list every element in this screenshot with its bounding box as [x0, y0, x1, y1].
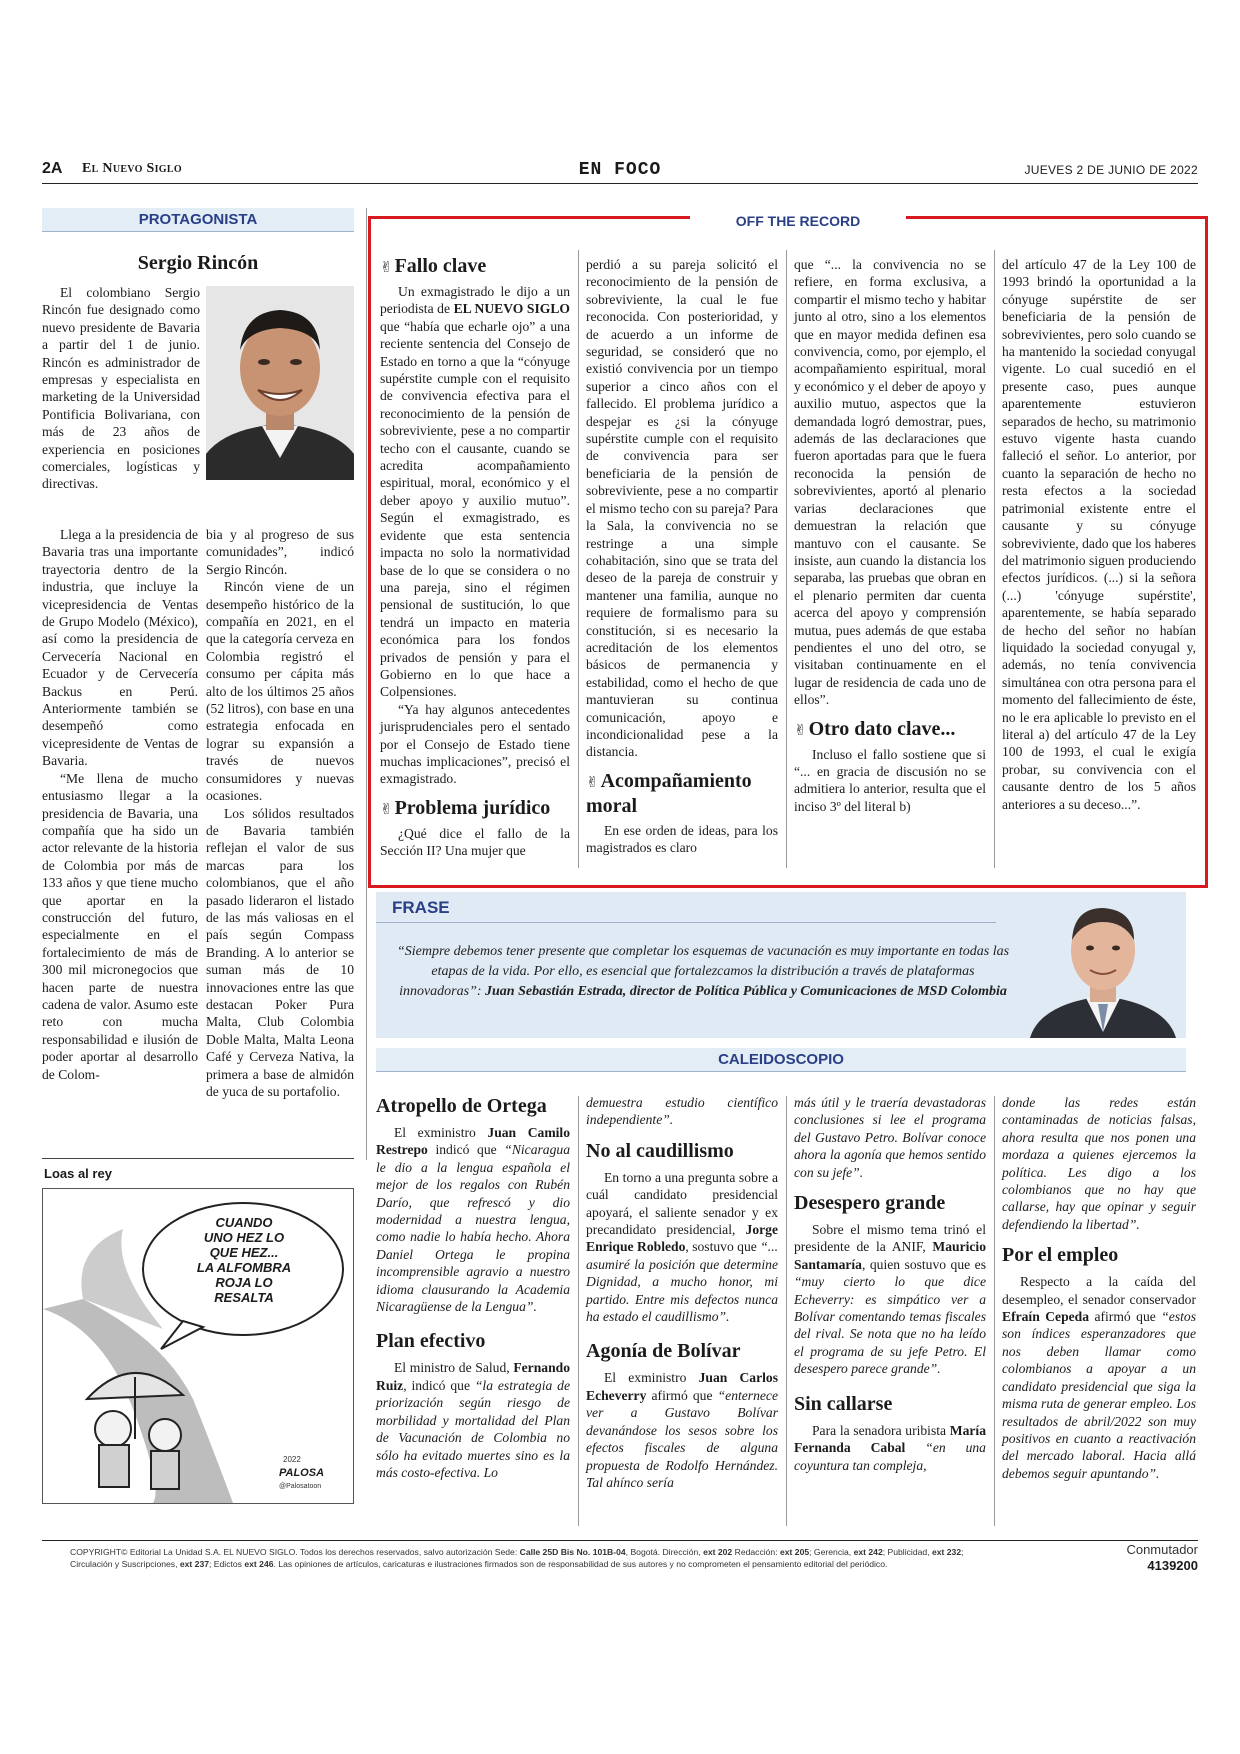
- text: . Las opiniones de artículos, caricaturas e ilustraciones firmados son de responsabilidad de sus autores y no comprometen el pensamiento editorial del periódico.: [273, 1559, 888, 1569]
- switchboard-number: 4139200: [1147, 1558, 1198, 1573]
- otr-subhead: [794, 717, 986, 742]
- text: ; Gerencia,: [809, 1547, 854, 1557]
- text: COPYRIGHT: [70, 1547, 122, 1557]
- protagonista-tag: PROTAGONISTA: [42, 208, 354, 232]
- off-the-record-title: OFF THE RECORD: [690, 213, 906, 229]
- paragraph: [586, 1169, 778, 1326]
- text: , Bogotá. Dirección,: [625, 1547, 704, 1557]
- column-rule: [994, 1096, 995, 1526]
- text: Circulación y Suscripciones,: [70, 1559, 180, 1569]
- quote: demuestra estudio científico independiente”.: [586, 1095, 778, 1128]
- cal-col2: [586, 1094, 778, 1491]
- cal-subhead: No al caudillismo: [586, 1139, 734, 1162]
- frase-title: FRASE: [392, 898, 450, 917]
- section-title: EN FOCO: [578, 160, 662, 180]
- paragraph: En ese orden de ideas, para los magistrados es claro: [586, 822, 778, 856]
- paragraph: [376, 1124, 570, 1315]
- paragraph: [586, 1094, 778, 1129]
- extension: ext 237: [179, 1559, 210, 1569]
- quote-text: [392, 942, 1014, 1002]
- quote-author: Juan Sebastián Estrada, director de Política Pública y Comunicaciones de MSD Colombia: [481, 984, 1007, 999]
- cal-subhead: Sin callarse: [794, 1392, 893, 1415]
- speech-line: LA ALFOMBRA: [196, 1260, 292, 1275]
- paragraph: que “... la convivencia no se refiere, en forma exclusiva, a compartir el mismo techo y habitar junto al otro, sino a los elementos que en mayor medida definen esa convivencia, como, por ejemplo, el acompañamiento espiritual, moral y económico y el deber de apoyo y auxilio mutuo, aspectos que la demandada logró demostrar, pues, además de las declaraciones que fueron aportadas para que le fuera reconocida la pensión de sobrevivientes, aportó al plenario varias declaraciones que demuestran la relación que mantuvo con el causante. Se insiste, aun cuando la distancia los separaba, las pruebas que obran en el plenario permiten dar cuenta acerca del apoyo y comprensión mutua, pues además de que estaba pendientes el uno del otro, se visitaban continuamente en el lugar de residencia de cada uno de ellos”.: [794, 257, 986, 708]
- cartoonist-signature: PALOSA: [279, 1467, 325, 1479]
- text: El exministro: [604, 1370, 699, 1386]
- quote: “enternece ver a Gustavo Bolívar devanándose los sesos sobre los efectos fiscales de alguna propuesta de Rodolfo Hernández. Tal ahínco sería: [586, 1387, 778, 1490]
- text: Respecto a la caída del desempleo, el senador conservador: [1002, 1274, 1196, 1307]
- extension: ext 205: [780, 1547, 810, 1557]
- quote: “en una coyuntura tan compleja,: [794, 1440, 986, 1473]
- subhead-text: Otro dato clave...: [808, 717, 956, 740]
- text: Editorial La Unidad S.A. EL NUEVO SIGLO. Todos los derechos reservados, salvo autorización Sede:: [127, 1547, 520, 1557]
- cal-subhead: Desespero grande: [794, 1192, 946, 1215]
- column-rule: [366, 208, 367, 1160]
- quote: “muy cierto lo que dice Echeverry: es simpático ver a Bolívar comentando temas fiscales del rival. Se nota que no ha leído el programa de su jefe Petro. El desespero parece grande”.: [794, 1274, 986, 1377]
- paragraph: Incluso el fallo sostiene que si “... en gracia de discusión no se admitiera lo anterior, resulta que el inciso 3º del literal b): [794, 746, 986, 814]
- column-rule: [578, 250, 579, 868]
- paragraph: Rincón viene de un desempeño histórico de la compañía en 2021, en el que la categoría cerveza en Colombia registró el consumo per cápita más alto de los últimos 25 años (52 litros), con base en una estrategia enfocada en lograr su expansión a través de nuevos consumidores y nuevas ocasiones.: [206, 579, 354, 804]
- speech-line: QUE HEZ...: [209, 1245, 279, 1260]
- paragraph: del artículo 47 de la Ley 100 de 1993 brindó la oportunidad a la cónyuge supérstite de ser beneficiaria de la pensión de sobrevivientes, pero solo cuando se ha mantenido la sociedad conyugal vigente. Lo cual sucedió en el presente caso, pues aunque aparentemente estuvieron separados de hecho, su matrimonio estuvo vigente hasta cuando falleció el señor. Lo anterior, por cuanto la separación de hecho no resta efectos a la sociedad patrimonial existente entre el causante y su cónyuge sobreviviente, dado que los haberes del matrimonio siguen produciendo efectos jurídicos. (...) si la señora (...) 'cónyuge supérstite', aparentemente, se había separado de hecho del señor no habían liquidado la sociedad conyugal y, además, no tenía convivencia simultánea con otra persona para el momento del fallecimiento de éste, no le era aplicable lo previsto en el literal a) del artículo 47 de la Ley 100 de 1993, el cual le exigía probar, su convivencia con el causante dentro de los 5 años anteriores a su deceso...”.: [1002, 257, 1196, 812]
- quote: “la estrategia de priorización según riesgo de morbilidad y mortalidad del Plan de Vacunación de Colombia no sólo ha evitado muertes sino es la más costo-efectiva. Lo: [376, 1377, 570, 1480]
- paragraph: [794, 1221, 986, 1378]
- text: Para la senadora uribista: [812, 1422, 950, 1438]
- paragraph: [1002, 1094, 1196, 1233]
- extension: ext 242: [853, 1547, 883, 1557]
- paragraph: perdió a su pareja solicitó el reconocimiento de la pensión de sobreviviente, la cual le fue reconocida. Con posterioridad, y de acuerdo a un informe de seguridad, se consideró que no existió convivencia por un tiempo superior a cinco años con el fallecido. El problema jurídico a despejar es ¿si la cónyuge supérstite cumple con el requisito de convivencia para ser beneficiaria de la pensión de sobreviviente, pese a no compartir el mismo techo con su pareja? Para la Sala, la convivencia no se restringe a una simple cohabitación, sino que se trata del deseo de la pareja de construir y mantener una familia, aunque no requiere de formalismo para su constitución, si es necesario la acreditación de los elementos básicos de permanencia y estabilidad, como el hecho de que mantuvieran su continua comunicación, apoyo e incondicionalidad pese a la distancia.: [586, 257, 778, 760]
- quote: “Nicaragua le dio a la lengua española el mejor de los regalos con Rubén Darío, que refrescó y dio modernidad a nuestra lengua, como nadie lo había hecho. Ahora Daniel Ortega le propina incomprensible agravio a nuestro idioma clausurando la Academia Nicaragüense de la Lengua”.: [376, 1142, 570, 1315]
- text: indicó que: [427, 1142, 505, 1158]
- portrait-illustration: [206, 286, 354, 480]
- cartoonist-handle: @Palosatoon: [279, 1483, 322, 1490]
- cal-col1: [376, 1094, 570, 1481]
- person-name: Mauricio Santamaría: [794, 1239, 986, 1272]
- person-name: María Fernanda Cabal: [794, 1422, 986, 1456]
- protagonist-name: Sergio Rincón: [137, 252, 259, 274]
- text: Un exmagistrado le dijo a un periodista de: [380, 284, 570, 317]
- text: El exministro: [394, 1125, 488, 1140]
- paragraph: El colombiano Sergio Rincón fue designado como nuevo presidente de Bavaria a partir del 1 de junio. Rincón es administrador de empresas y especialista en marketing de la Universidad Pontificia Bolivariana, con más de 23 años de experiencia en posiciones comerciales, logísticas y directivas.: [42, 285, 200, 492]
- protagonista-col2: [206, 526, 354, 1100]
- frase-rule: [376, 922, 996, 923]
- column-rule: [786, 250, 787, 868]
- address: Calle 25D Bis No. 101B-04: [519, 1547, 626, 1557]
- protagonista-col1: [42, 526, 198, 1083]
- newspaper-name: EL NUEVO SIGLO: [453, 301, 570, 317]
- speech-line: RESALTA: [214, 1290, 274, 1305]
- hand-icon: ✌: [380, 799, 393, 818]
- text: En torno a una pregunta sobre a cuál candidato presidencial apoyará, el saliente senador y ex precandidato presidencial,: [586, 1169, 778, 1238]
- paragraph: [380, 283, 570, 701]
- extension: ext 246: [244, 1559, 274, 1569]
- speech-line: CUANDO: [215, 1215, 273, 1230]
- text: Sobre el mismo tema trinó el presidente de la ANIF,: [794, 1222, 986, 1255]
- text: , quien sostuvo que es: [861, 1256, 986, 1272]
- masthead: El Nuevo Siglo: [82, 161, 182, 176]
- column-rule: [994, 250, 995, 868]
- paragraph: [794, 1094, 986, 1181]
- otr-col3: [794, 256, 986, 815]
- paragraph: “Ya hay algunos antecedentes jurisprudenciales pero el sentado por el Consejo de Estado tiene muchas implicaciones”, precisó el exmagistrado.: [380, 701, 570, 787]
- page-number: 2A: [42, 160, 63, 177]
- paragraph: Llega a la presidencia de Bavaria tras una importante trayectoria dentro de la industria, que incluye la vicepresidencia de Ventas de Grupo Modelo (México), así como la presidencia de Cervecería Nacional en Ecuador y de Cervecería Backus en Perú. Anteriormente también se desempeñó como vicepresidente de Ventas de Bavaria.: [42, 527, 198, 769]
- otr-subhead: [380, 796, 570, 821]
- quote: más útil y le traería devastadoras conclusiones si lee el programa del Gustavo Petro. Bolívar conoce ahora la agonía que hemos sentido con su jefe”.: [794, 1095, 986, 1180]
- extension: ext 232: [931, 1547, 962, 1557]
- subhead-text: Acompañamiento moral: [586, 769, 752, 817]
- paragraph: [586, 1369, 778, 1491]
- paragraph: [1002, 1273, 1196, 1482]
- subhead-text: Problema jurídico: [394, 796, 551, 819]
- cartoon-speech: [179, 1215, 309, 1305]
- subhead-text: Fallo clave: [394, 255, 487, 277]
- otr-col2: [586, 256, 778, 857]
- paragraph: Los sólidos resultados de Bavaria también reflejan el valor de sus marcas para los colombianos, que el año pasado lideraron el listado de las más valiosas en el país según Compass Branding. A lo anterior se suman más de 10 innovaciones entre las que destacan Poker Pura Malta, Club Colombia Doble Malta, Malta Leona Café y Cerveza Nativa, la primera a base de almidón de yuca de su portafolio.: [206, 805, 354, 1099]
- paragraph: ¿Qué dice el fallo de la Sección II? Una mujer que: [380, 825, 570, 859]
- text: El ministro de Salud,: [394, 1360, 514, 1376]
- hand-icon: ✌: [794, 720, 807, 739]
- person-name: Juan Carlos Echeverry: [586, 1370, 778, 1403]
- footer-credits: [70, 1546, 1070, 1570]
- person-name: Jorge Enrique Robledo: [586, 1222, 778, 1255]
- switchboard-label: Conmutador: [1126, 1542, 1198, 1557]
- protagonista-col1-top: [42, 284, 200, 493]
- caleidoscopio-title: CALEIDOSCOPIO: [376, 1048, 1186, 1072]
- speech-line: ROJA LO: [215, 1275, 273, 1290]
- person-name: Fernando Ruiz: [376, 1360, 570, 1393]
- protagonist-photo: [206, 286, 354, 480]
- paragraph: “Me llena de mucho entusiasmo llegar a la presidencia de Bavaria, una compañía que ha sido un actor relevante de la historia de Colombia por más de 133 años y que tiene mucho que aportar en la construcción del futuro, especialmente en el fortalecimiento de más de 300 mil micronegocios que hacen parte de nuestra cadena de valor. Asumo este reto con mucha responsabilidad e ilusión de poder aportar al desarrollo de Colom-: [42, 770, 198, 1082]
- text: ;: [961, 1547, 964, 1557]
- person-name: Juan Camilo Restrepo: [376, 1125, 570, 1158]
- speech-line: UNO HEZ LO: [203, 1230, 285, 1245]
- issue-date: JUEVES 2 DE JUNIO DE 2022: [1024, 163, 1198, 177]
- quote: “... asumiré la posición que determine Dignidad, a mucho honor, mi partido. Entre mis defectos nunca ha estado el caudillismo”.: [586, 1239, 778, 1325]
- otr-subhead: [586, 769, 778, 818]
- footer-rule: [42, 1540, 1198, 1541]
- cal-col4: [1002, 1094, 1196, 1482]
- cartoon-title: Loas al rey: [44, 1166, 112, 1181]
- extension: ext 202: [703, 1547, 733, 1557]
- text: afirmó que: [646, 1387, 718, 1403]
- cal-subhead: Atropello de Ortega: [376, 1095, 547, 1117]
- page-header: [42, 160, 1198, 184]
- column-rule: [786, 1096, 787, 1526]
- paragraph: bia y al progreso de sus comunidades”, indicó Sergio Rincón.: [206, 527, 354, 577]
- text: afirmó que: [1089, 1309, 1162, 1325]
- quote: “Siempre debemos tener presente que completar los esquemas de vacunación es muy importante en todas las etapas de la vida. Por ello, es esencial que fortalezcamos la distribución a través de plataformas innovadoras”:: [396, 944, 1010, 999]
- cartoon-year: 2022: [283, 1455, 301, 1464]
- text: Redacción:: [732, 1547, 780, 1557]
- text: que “había que echarle ojo” a una reciente sentencia del Consejo de Estado en torno a que la “cónyuge supérstite cumple con el requisito de convivencia efectiva para el reconocimiento de la pensión de sobreviviente, pese a no compartir techo con el causante, cuando se acredita acompañamiento espiritual, moral, económico y el deber apoyo y auxilio mutuo”. Según el exmagistrado, es evidente que esta sentencia impacta no solo la normatividad base de lo que se considera o no una pareja, sino el régimen pensional de sustitución, lo que tendrá un impacto en materia económica para los fondos privados de pensión y para el Gobierno en lo que hace a Colpensiones.: [380, 318, 570, 700]
- otr-col4: [1002, 256, 1196, 813]
- quote: donde las redes están contaminadas de noticias falsas, ahora resulta que nos ponen una mordaza a quienes ejercemos la política. Les digo a los colombianos que no hay que callarse, hay que opinar y seguir defendiendo la libertad”.: [1002, 1095, 1196, 1232]
- paragraph: [376, 1359, 570, 1481]
- text: [905, 1440, 925, 1455]
- footer-line: [70, 1546, 1070, 1558]
- column-rule: [578, 1096, 579, 1526]
- quote: “estos son índices esperanzadores que nos deben llamar como colombianos a apoyar a un candidato presidencial que siga la misma ruta de generar empleo. Los resultados de abril/2022 son muy positivos en cuanto a reactivación del mercado laboral. Hacia allá debemos seguir apuntando”.: [1002, 1309, 1196, 1481]
- cartoon-divider: [42, 1158, 354, 1159]
- cal-subhead: Plan efectivo: [376, 1330, 486, 1353]
- text: , sostuvo que: [685, 1239, 761, 1255]
- hand-icon: ✌: [380, 258, 393, 276]
- text: ; Publicidad,: [882, 1547, 932, 1557]
- cal-subhead: Por el empleo: [1002, 1244, 1119, 1267]
- quote-author-photo: [1020, 892, 1186, 1038]
- paragraph: [794, 1422, 986, 1474]
- cal-col3: [794, 1094, 986, 1474]
- otr-subhead: [380, 254, 570, 279]
- cartoon-panel: [42, 1188, 354, 1504]
- otr-col1: [380, 254, 570, 860]
- hand-icon: ✌: [586, 772, 599, 791]
- footer-line: [70, 1558, 1070, 1570]
- cal-subhead: Agonía de Bolívar: [586, 1340, 741, 1363]
- person-name: Efraín Cepeda: [1002, 1309, 1090, 1325]
- text: ; Edictos: [209, 1559, 245, 1569]
- author-portrait: [1020, 892, 1186, 1038]
- copyright-icon: ©: [121, 1547, 128, 1557]
- text: , indicó que: [403, 1377, 475, 1393]
